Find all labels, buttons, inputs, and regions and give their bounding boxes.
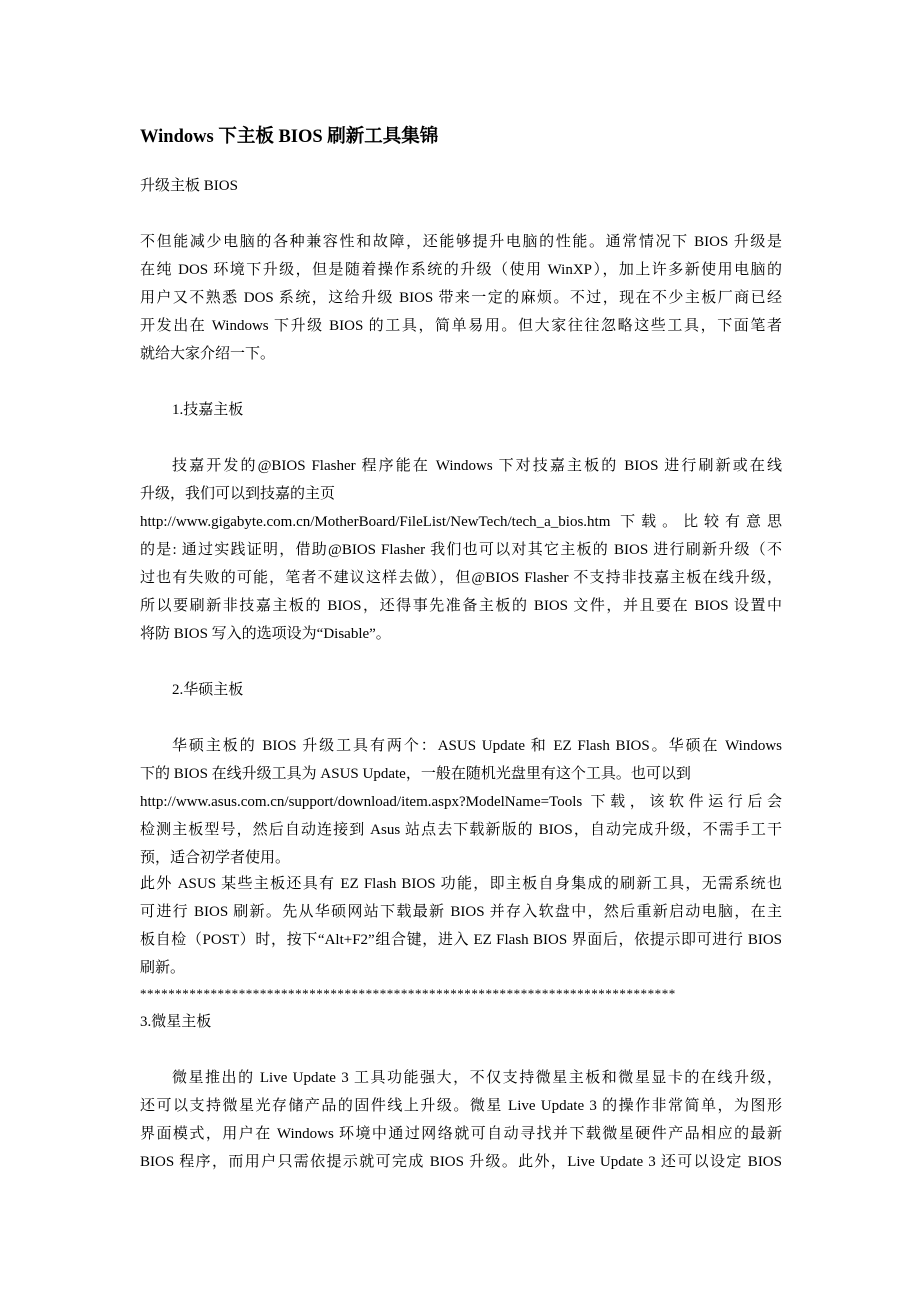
- section1-line-5: 过也有失败的可能，笔者不建议这样去做），但@BIOS Flasher 不支持非技嘉主板在线升级，: [140, 570, 782, 586]
- document-title: Windows 下主板 BIOS 刷新工具集锦: [140, 127, 439, 147]
- section2-line-8: 板自检（POST）时，按下“Alt+F2”组合键，进入 EZ Flash BIOS 界面后，依提示即可进行 BIOS: [140, 932, 782, 948]
- section-heading-gigabyte: 1.技嘉主板: [172, 402, 244, 418]
- section1-line-2: 升级，我们可以到技嘉的主页: [140, 486, 336, 502]
- section2-line-4: 检测主板型号，然后自动连接到 Asus 站点去下载新版的 BIOS，自动完成升级，不需手工干: [140, 822, 782, 838]
- section2-line-6: 此外 ASUS 某些主板还具有 EZ Flash BIOS 功能，即主板自身集成的刷新工具，无需系统也: [140, 876, 782, 892]
- intro-line-1: 不但能减少电脑的各种兼容性和故障，还能够提升电脑的性能。通常情况下 BIOS 升级是: [140, 234, 782, 250]
- section3-line-2: 还可以支持微星光存储产品的固件线上升级。微星 Live Update 3 的操作非常简单，为图形: [140, 1098, 782, 1114]
- section2-line-3: http://www.asus.com.cn/support/download/item.aspx?ModelName=Tools 下载，该软件运行后会: [140, 794, 782, 810]
- section1-line-4: 的是: 通过实践证明，借助@BIOS Flasher 我们也可以对其它主板的 BIOS 进行刷新升级（不: [140, 542, 782, 558]
- intro-line-2: 在纯 DOS 环境下升级，但是随着操作系统的升级（使用 WinXP），加上许多新使用电脑的: [140, 262, 782, 278]
- asterisk-divider: ****************************************************************************: [140, 986, 676, 1001]
- section-heading-asus: 2.华硕主板: [172, 682, 244, 698]
- section3-line-3: 界面模式，用户在 Windows 环境中通过网络就可自动寻找并下载微星硬件产品相应的最新: [140, 1126, 782, 1142]
- section2-line-1: 华硕主板的 BIOS 升级工具有两个：ASUS Update 和 EZ Flash BIOS。华硕在 Windows: [172, 738, 782, 754]
- section-heading-msi: 3.微星主板: [140, 1014, 212, 1030]
- section2-line-2: 下的 BIOS 在线升级工具为 ASUS Update，一般在随机光盘里有这个工具。也可以到: [140, 766, 691, 782]
- section2-line-9: 刷新。: [140, 960, 186, 976]
- section1-line-1: 技嘉开发的@BIOS Flasher 程序能在 Windows 下对技嘉主板的 BIOS 进行刷新或在线: [172, 458, 782, 474]
- section3-line-1: 微星推出的 Live Update 3 工具功能强大，不仅支持微星主板和微星显卡的在线升级，: [172, 1070, 782, 1086]
- intro-line-5: 就给大家介绍一下。: [140, 346, 276, 362]
- section1-line-3: http://www.gigabyte.com.cn/MotherBoard/FileList/NewTech/tech_a_bios.htm 下载。比较有意思: [140, 514, 782, 530]
- section2-line-5: 预，适合初学者使用。: [140, 850, 291, 866]
- section2-line-7: 可进行 BIOS 刷新。先从华硕网站下载最新 BIOS 并存入软盘中，然后重新启动电脑，在主: [140, 904, 782, 920]
- subtitle: 升级主板 BIOS: [140, 178, 238, 194]
- section3-line-4: BIOS 程序，而用户只需依提示就可完成 BIOS 升级。此外，Live Update 3 还可以设定 BIOS: [140, 1154, 782, 1170]
- section1-line-7: 将防 BIOS 写入的选项设为“Disable”。: [140, 626, 391, 642]
- intro-line-3: 用户又不熟悉 DOS 系统，这给升级 BIOS 带来一定的麻烦。不过，现在不少主板厂商已经: [140, 290, 782, 306]
- section1-line-6: 所以要刷新非技嘉主板的 BIOS，还得事先准备主板的 BIOS 文件，并且要在 BIOS 设置中: [140, 598, 782, 614]
- intro-line-4: 开发出在 Windows 下升级 BIOS 的工具，简单易用。但大家往往忽略这些工具，下面笔者: [140, 318, 782, 334]
